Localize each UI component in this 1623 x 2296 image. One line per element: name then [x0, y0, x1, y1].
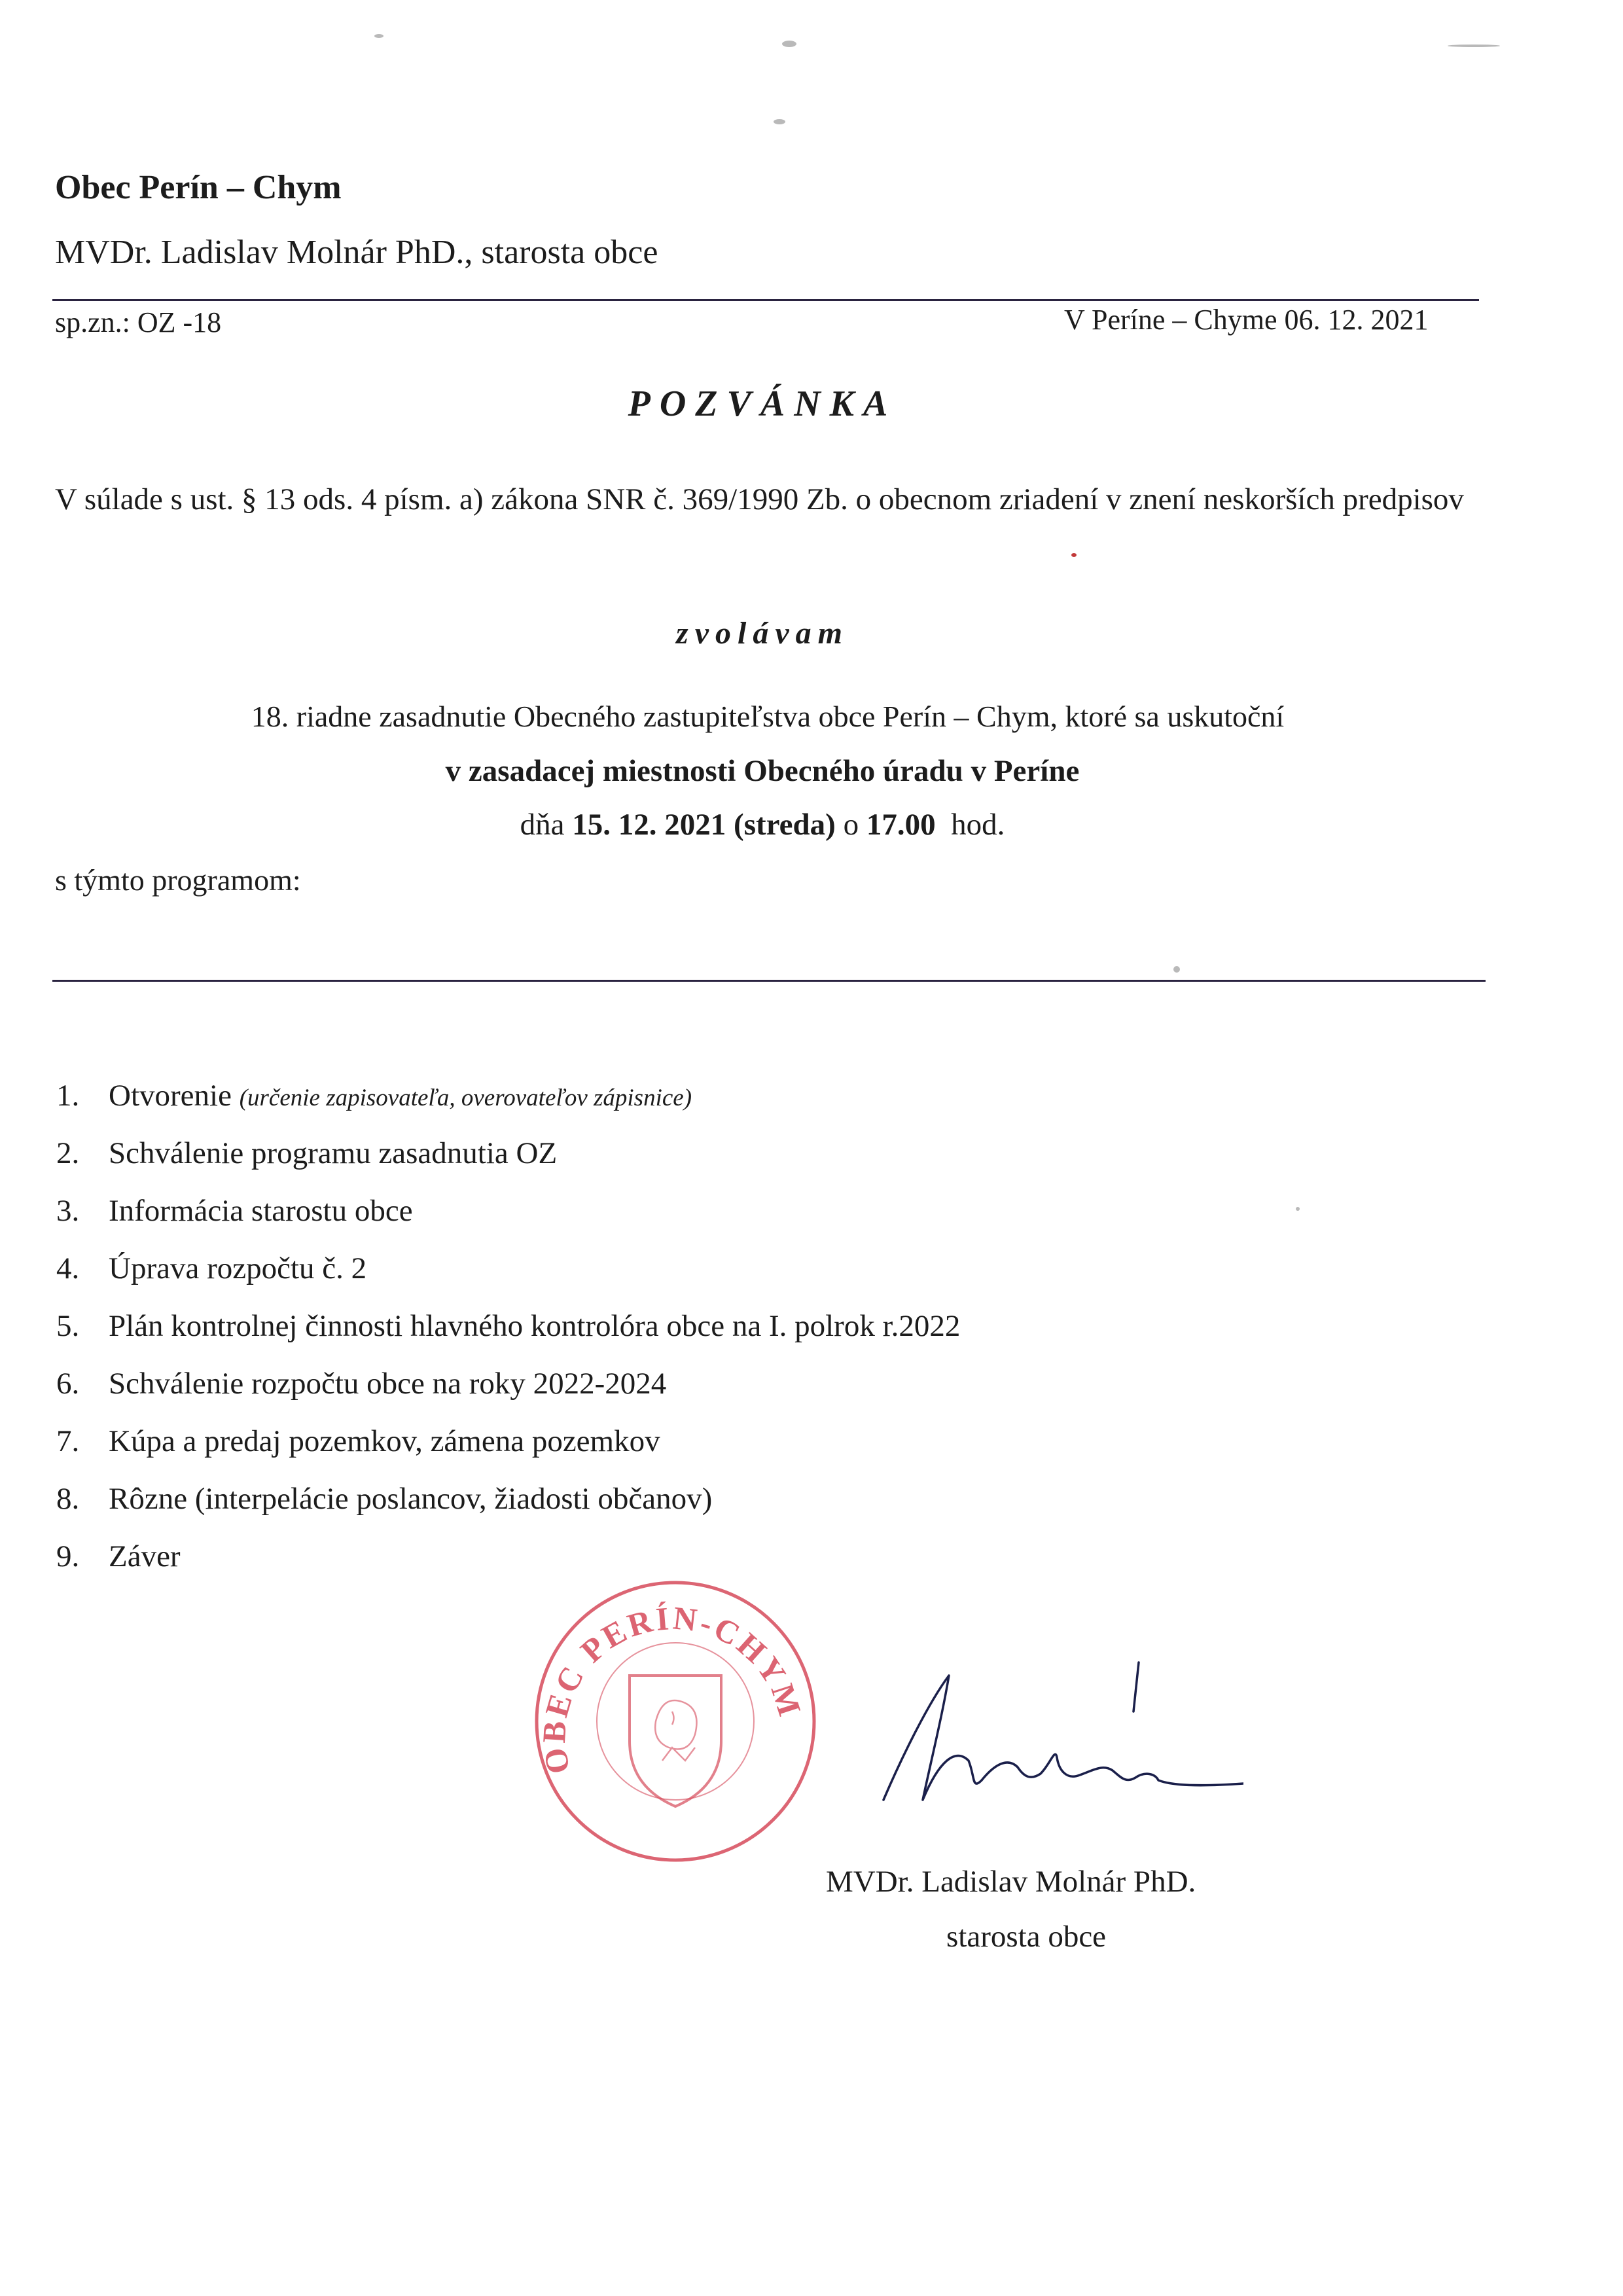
program-divider [52, 980, 1486, 982]
agenda-item [56, 1355, 960, 1412]
agenda-item-text: Schválenie rozpočtu obce na roky 2022-2024 [109, 1367, 667, 1401]
scan-speck [1173, 966, 1180, 973]
date-prefix: dňa [520, 808, 565, 842]
convene-word: zvolávam [676, 616, 849, 651]
handwritten-signature [877, 1649, 1243, 1806]
session-datetime [0, 807, 1525, 842]
agenda-item [56, 1240, 960, 1297]
session-date: 15. 12. 2021 (streda) [572, 808, 836, 842]
signer-name: MVDr. Ladislav Molnár PhD. [826, 1865, 1196, 1899]
agenda-item-number: 3. [56, 1194, 80, 1228]
time-suffix: hod. [951, 808, 1005, 842]
scan-speck [782, 41, 796, 47]
agenda-item-text: Kúpa a predaj pozemkov, zámena pozemkov [109, 1424, 660, 1458]
reference-number: sp.zn.: OZ -18 [55, 306, 222, 338]
agenda-item-number: 1. [56, 1079, 80, 1113]
program-intro: s týmto programom: [55, 863, 301, 897]
session-venue: v zasadacej miestnosti Obecného úradu v Períne [445, 754, 1080, 788]
agenda-item-number: 9. [56, 1539, 80, 1573]
agenda-item [56, 1124, 960, 1182]
agenda-item [56, 1297, 960, 1355]
session-time: 17.00 [866, 808, 936, 842]
agenda-item [56, 1412, 960, 1470]
municipal-seal-stamp [531, 1577, 819, 1865]
organization-name: Obec Perín – Chym [55, 169, 342, 206]
scan-speck [774, 119, 785, 124]
agenda-item-text: Schválenie programu zasadnutia OZ [109, 1136, 558, 1170]
agenda-list [56, 1067, 960, 1585]
scan-speck [1296, 1207, 1300, 1211]
agenda-item-note: (určenie zapisovateľa, overovateľov zápisnice) [239, 1085, 692, 1111]
agenda-item-text: Informácia starostu obce [109, 1194, 413, 1228]
scan-speck [1071, 553, 1077, 557]
agenda-item-number: 8. [56, 1482, 80, 1516]
seal-text: OBEC PERÍN-CHYM [535, 1599, 810, 1777]
mayor-line: MVDr. Ladislav Molnár PhD., starosta obce [55, 234, 658, 271]
agenda-item [56, 1528, 960, 1585]
agenda-item [56, 1067, 960, 1124]
scan-speck [1448, 45, 1500, 47]
agenda-item-text: Plán kontrolnej činnosti hlavného kontrolóra obce na I. polrok r.2022 [109, 1309, 961, 1343]
agenda-item [56, 1182, 960, 1240]
place-and-date: V Períne – Chyme 06. 12. 2021 [1064, 304, 1429, 336]
agenda-item-number: 6. [56, 1367, 80, 1401]
agenda-item-number: 2. [56, 1136, 80, 1170]
agenda-item-number: 4. [56, 1251, 80, 1285]
agenda-item-text: Záver [109, 1539, 181, 1573]
legal-basis-paragraph: V súlade s ust. § 13 ods. 4 písm. a) zákona SNR č. 369/1990 Zb. o obecnom zriadení v znení neskorších predpisov [55, 482, 1464, 516]
agenda-item-text: Otvorenie [109, 1079, 232, 1113]
agenda-item-number: 7. [56, 1424, 80, 1458]
signer-role: starosta obce [946, 1920, 1107, 1954]
agenda-item [56, 1470, 960, 1528]
document-title: POZVÁNKA [628, 384, 897, 424]
agenda-item-number: 5. [56, 1309, 80, 1343]
header-divider [52, 299, 1479, 301]
session-description: 18. riadne zasadnutie Obecného zastupiteľstva obce Perín – Chym, ktoré sa uskutoční [251, 700, 1285, 733]
time-prefix: o [843, 808, 859, 842]
agenda-item-text: Rôzne (interpelácie poslancov, žiadosti občanov) [109, 1482, 713, 1516]
agenda-item-text: Úprava rozpočtu č. 2 [109, 1251, 367, 1285]
scan-speck [374, 34, 383, 38]
